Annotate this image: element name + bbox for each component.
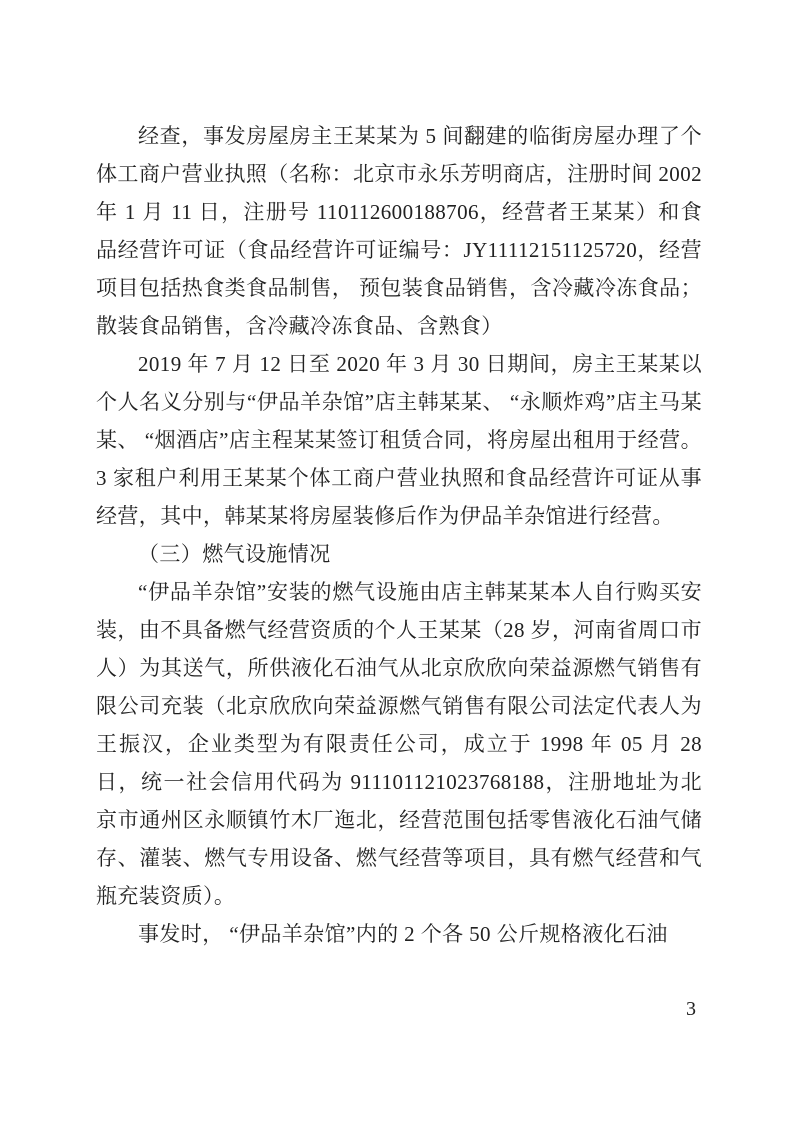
paragraph-gas-installation: “伊品羊杂馆”安装的燃气设施由店主韩某某本人自行购买安装，由不具备燃气经营资质的个人王某某（28 岁，河南省周口市人）为其送气，所供液化石油气从北京欣欣向荣益源燃气销售有限公司充装（北京欣欣向荣益源燃气销售有限公司法定代表人为王振汉，企业类型为有限责任公司，成立于 1998 年 05 月 28 日，统一社会信用代码为 911101121023768188，注册地址为北京市通州区永顺镇竹木厂迤北，经营范围包括零售液化石油气储存、灌装、燃气专用设备、燃气经营等项目，具有燃气经营和气瓶充装资质）。 [96, 580, 702, 908]
paragraph-lease-contracts: 2019 年 7 月 12 日至 2020 年 3 月 30 日期间，房主王某某以个人名义分别与“伊品羊杂馆”店主韩某某、 “永顺炸鸡”店主马某某、 “烟酒店”店主程某某签订租赁合同，将房屋出租用于经营。3 家租户利用王某某个体工商户营业执照和食品经营许可证从事经营，其中，韩某某将房屋装修后作为伊品羊杂馆进行经营。 [96, 352, 702, 528]
document-body [96, 117, 702, 953]
paragraph-business-license: 经查，事发房屋房主王某某为 5 间翻建的临街房屋办理了个体工商户营业执照（名称：北京市永乐芳明商店，注册时间 2002 年 1 月 11 日，注册号 110112600188706，经营者王某某）和食品经营许可证（食品经营许可证编号：JY11112151125720，经营项目包括热食类食品制售， 预包装食品销售，含冷藏冷冻食品；散装食品销售，含冷藏冷冻食品、含熟食） [96, 124, 702, 338]
page-number: 3 [686, 998, 696, 1020]
paragraph-incident-cylinders: 事发时， “伊品羊杂馆”内的 2 个各 50 公斤规格液化石油 [138, 922, 668, 946]
section-heading-gas-facilities: （三）燃气设施情况 [138, 542, 331, 566]
